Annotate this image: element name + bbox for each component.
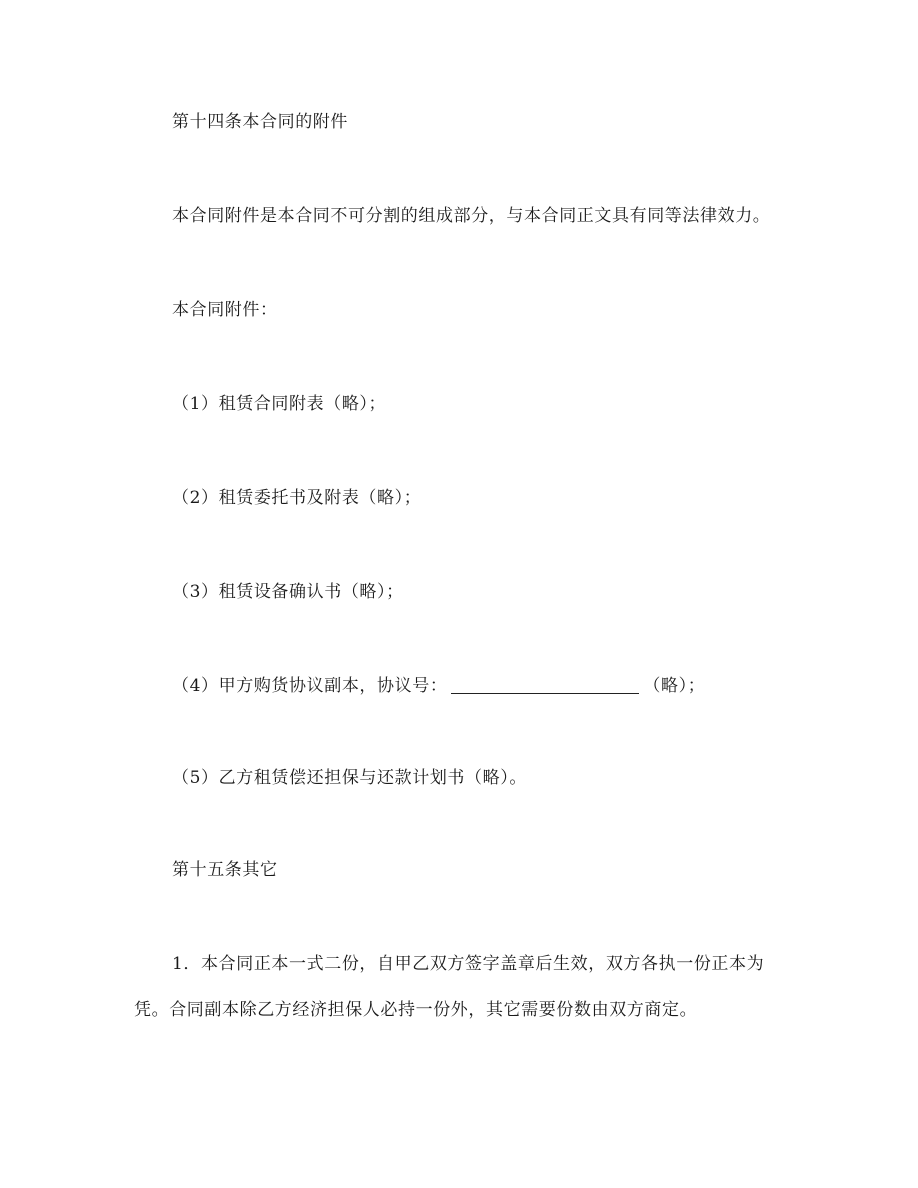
attachment-item-4-suffix: （略）； <box>643 676 706 696</box>
attachments-label: 本合同附件： <box>172 300 278 320</box>
article-15-paragraph-line-2: 凭。合同副本除乙方经济担保人必持一份外，其它需要份数由双方商定。 <box>134 1000 698 1020</box>
article-14-heading: 第十四条本合同的附件 <box>172 112 348 132</box>
agreement-number-blank <box>451 677 639 694</box>
article-14-paragraph: 本合同附件是本合同不可分割的组成部分，与本合同正文具有同等法律效力。 <box>172 206 771 226</box>
attachment-item-2: （2）租赁委托书及附表（略）； <box>172 488 422 508</box>
article-15-paragraph-line-1: 1．本合同正本一式二份，自甲乙双方签字盖章后生效，双方各执一份正本为 <box>172 954 765 974</box>
article-15-heading: 第十五条其它 <box>172 860 278 880</box>
attachment-item-4-text: （4）甲方购货协议副本，协议号： <box>172 676 448 696</box>
attachment-item-4 <box>172 674 705 698</box>
attachment-item-1: （1）租赁合同附表（略）； <box>172 394 387 414</box>
attachment-item-5: （5）乙方租赁偿还担保与还款计划书（略）。 <box>172 768 527 788</box>
attachment-item-3: （3）租赁设备确认书（略）； <box>172 582 404 602</box>
